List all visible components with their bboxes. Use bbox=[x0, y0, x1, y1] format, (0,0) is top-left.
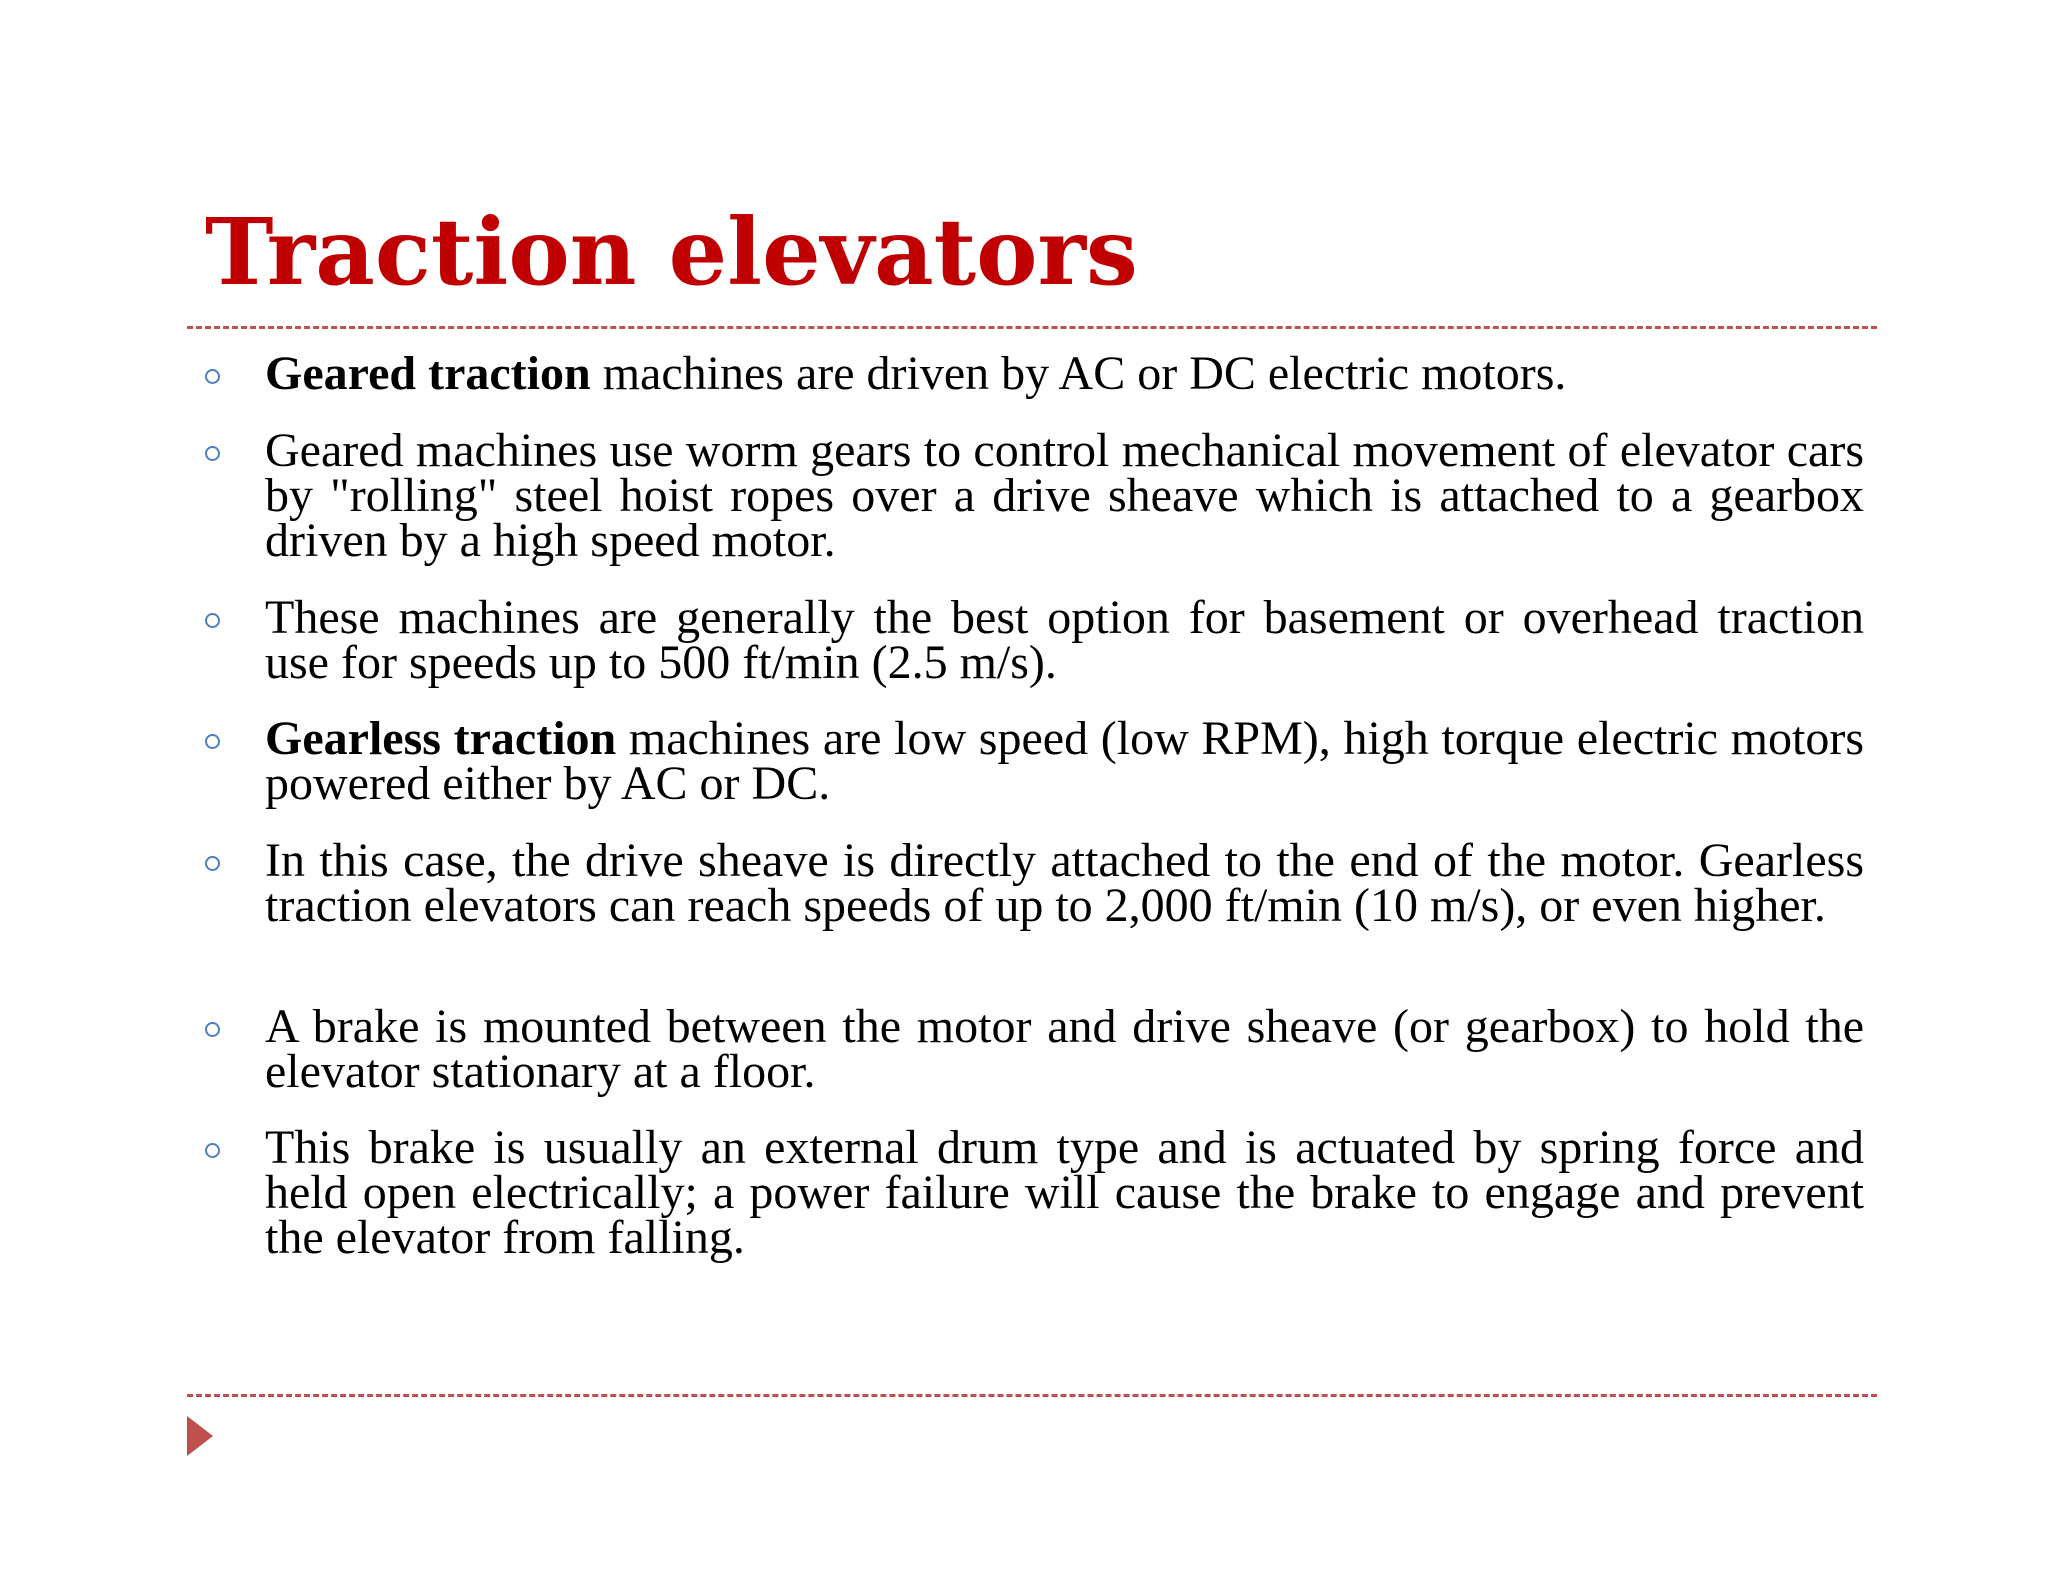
hollow-circle-bullet-icon bbox=[205, 446, 220, 461]
bullet-text bbox=[265, 834, 1864, 932]
bullet-body: machines are low speed (low RPM), high torque electric motors powered either by AC or DC. bbox=[265, 712, 1864, 810]
bullet-body: These machines are generally the best option for basement or overhead traction use for speeds up to 500 ft/min (2.5 m/s). bbox=[265, 591, 1864, 689]
list-item bbox=[205, 834, 1870, 932]
bullet-text bbox=[265, 591, 1864, 689]
hollow-circle-bullet-icon bbox=[205, 734, 220, 749]
hollow-circle-bullet-icon bbox=[205, 1022, 220, 1037]
bullet-body: In this case, the drive sheave is directly attached to the end of the motor. Gearless traction elevators can reach speeds of up to 2,000 ft/min (10 m/s), or even higher. bbox=[265, 834, 1864, 932]
bullet-text bbox=[265, 1000, 1864, 1098]
title-divider bbox=[187, 326, 1877, 329]
list-item bbox=[205, 424, 1870, 567]
bullet-text bbox=[265, 347, 1864, 400]
list-item bbox=[205, 347, 1870, 400]
bullet-text bbox=[265, 712, 1864, 810]
list-item bbox=[205, 591, 1870, 689]
bullet-bold-term: Geared traction bbox=[265, 347, 591, 400]
list-item bbox=[205, 1000, 1870, 1098]
slide-title: Traction elevators bbox=[205, 198, 1138, 306]
hollow-circle-bullet-icon bbox=[205, 856, 220, 871]
bullet-body: Geared machines use worm gears to control mechanical movement of elevator cars by "rolling" steel hoist ropes over a drive sheave which is attached to a gearbox driven by a high speed motor. bbox=[265, 424, 1864, 567]
hollow-circle-bullet-icon bbox=[205, 369, 220, 384]
bullet-body: This brake is usually an external drum type and is actuated by spring force and held open electrically; a power failure will cause the brake to engage and prevent the elevator from falling. bbox=[265, 1121, 1864, 1264]
bullet-body: A brake is mounted between the motor and drive sheave (or gearbox) to hold the elevator stationary at a floor. bbox=[265, 1000, 1864, 1098]
hollow-circle-bullet-icon bbox=[205, 1143, 220, 1158]
bullet-bold-term: Gearless traction bbox=[265, 712, 617, 765]
list-item bbox=[205, 712, 1870, 810]
bullet-text bbox=[265, 1121, 1864, 1264]
right-triangle-arrow-icon bbox=[187, 1416, 213, 1456]
bullet-text bbox=[265, 424, 1864, 567]
footer-divider bbox=[187, 1394, 1877, 1397]
list-item bbox=[205, 1121, 1870, 1264]
hollow-circle-bullet-icon bbox=[205, 613, 220, 628]
bullet-body: machines are driven by AC or DC electric motors. bbox=[590, 347, 1567, 400]
